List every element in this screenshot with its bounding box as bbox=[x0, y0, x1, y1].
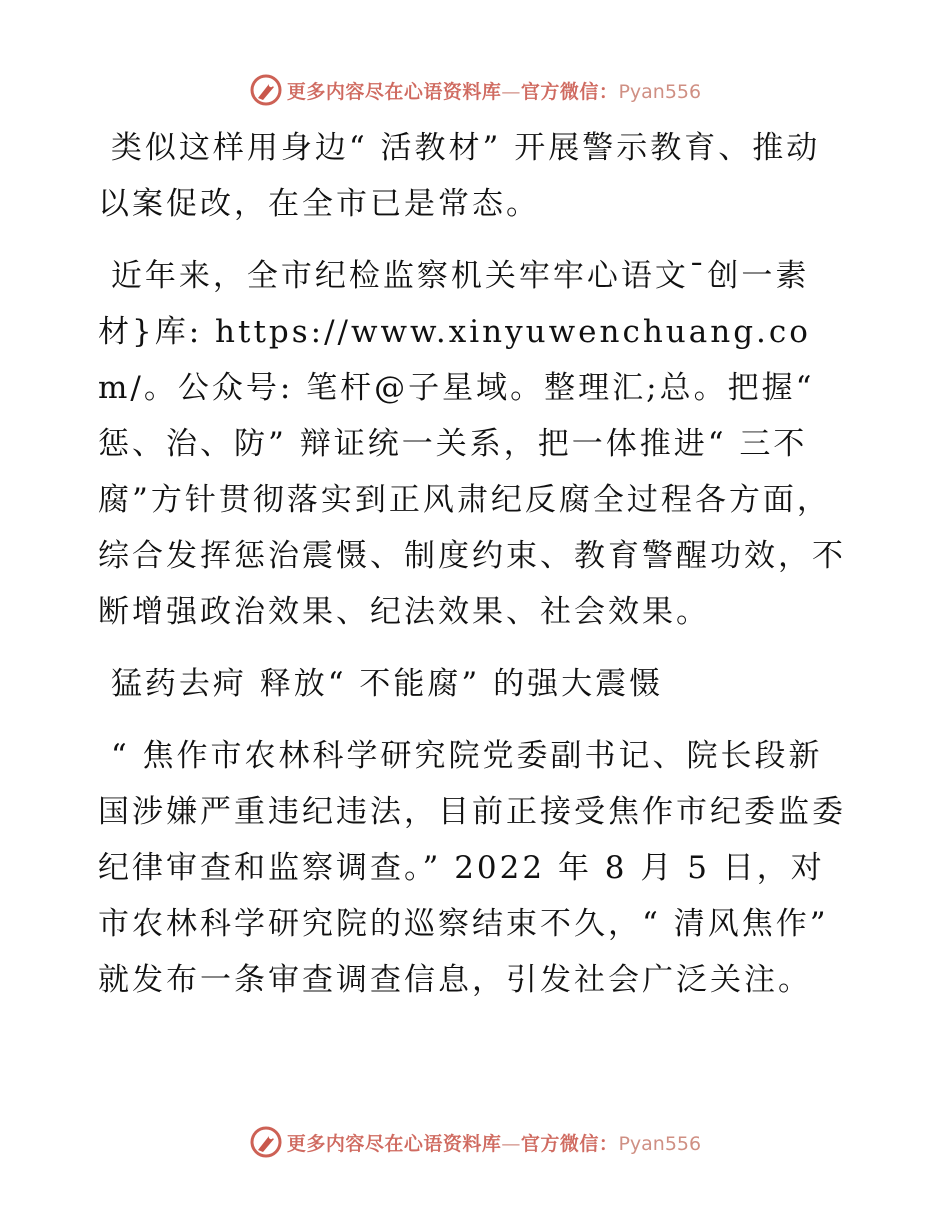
watermark-text bbox=[287, 1129, 701, 1156]
paragraph: 类似这样用身边“ 活教材” 开展警示教育、推动以案促改，在全市已是常态。 bbox=[98, 130, 821, 222]
footer-watermark-banner bbox=[0, 1122, 950, 1162]
pen-nib-seal-icon bbox=[249, 1125, 283, 1159]
watermark-wechat-id: Pyan556 bbox=[618, 80, 702, 103]
watermark-text bbox=[287, 77, 701, 104]
watermark-wechat-id: Pyan556 bbox=[618, 1132, 702, 1155]
header-watermark-banner bbox=[0, 70, 950, 110]
watermark-wechat-label: 官方微信： bbox=[520, 1132, 619, 1155]
watermark-separator: — bbox=[501, 80, 521, 103]
pen-nib-seal-icon bbox=[249, 73, 283, 107]
paragraph: 近年来，全市纪检监察机关牢牢心语文¯创一素材}库: https://www.xinyuwenchuang.com/。公众号: 笔杆@子星域。整理汇;总。把握“ 惩、治、防” 辩证统一关系，把一体推进“ 三不腐”方针贯彻落实到正风肃纪反腐全过程各方面，综合发挥惩治震慑、制度约束、教育警醒功效，不断增强政治效果、纪法效果、社会效果。 bbox=[98, 258, 846, 630]
watermark-separator: — bbox=[501, 1132, 521, 1155]
watermark-site-name: 更多内容尽在心语资料库 bbox=[286, 1132, 502, 1155]
paragraph: “ 焦作市农林科学研究院党委副书记、院长段新国涉嫌严重违纪违法，目前正接受焦作市纪委监委纪律审查和监察调查。” 2022 年 8 月 5 日，对市农林科学研究院的巡察结束不久，“ 清风焦作” 就发布一条审查调查信息，引发社会广泛关注。 bbox=[98, 738, 846, 998]
document-body bbox=[98, 120, 850, 1024]
section-heading: 猛药去疴 释放“ 不能腐” 的强大震慑 bbox=[98, 666, 664, 702]
watermark-wechat-label: 官方微信： bbox=[520, 80, 619, 103]
watermark-site-name: 更多内容尽在心语资料库 bbox=[286, 80, 502, 103]
